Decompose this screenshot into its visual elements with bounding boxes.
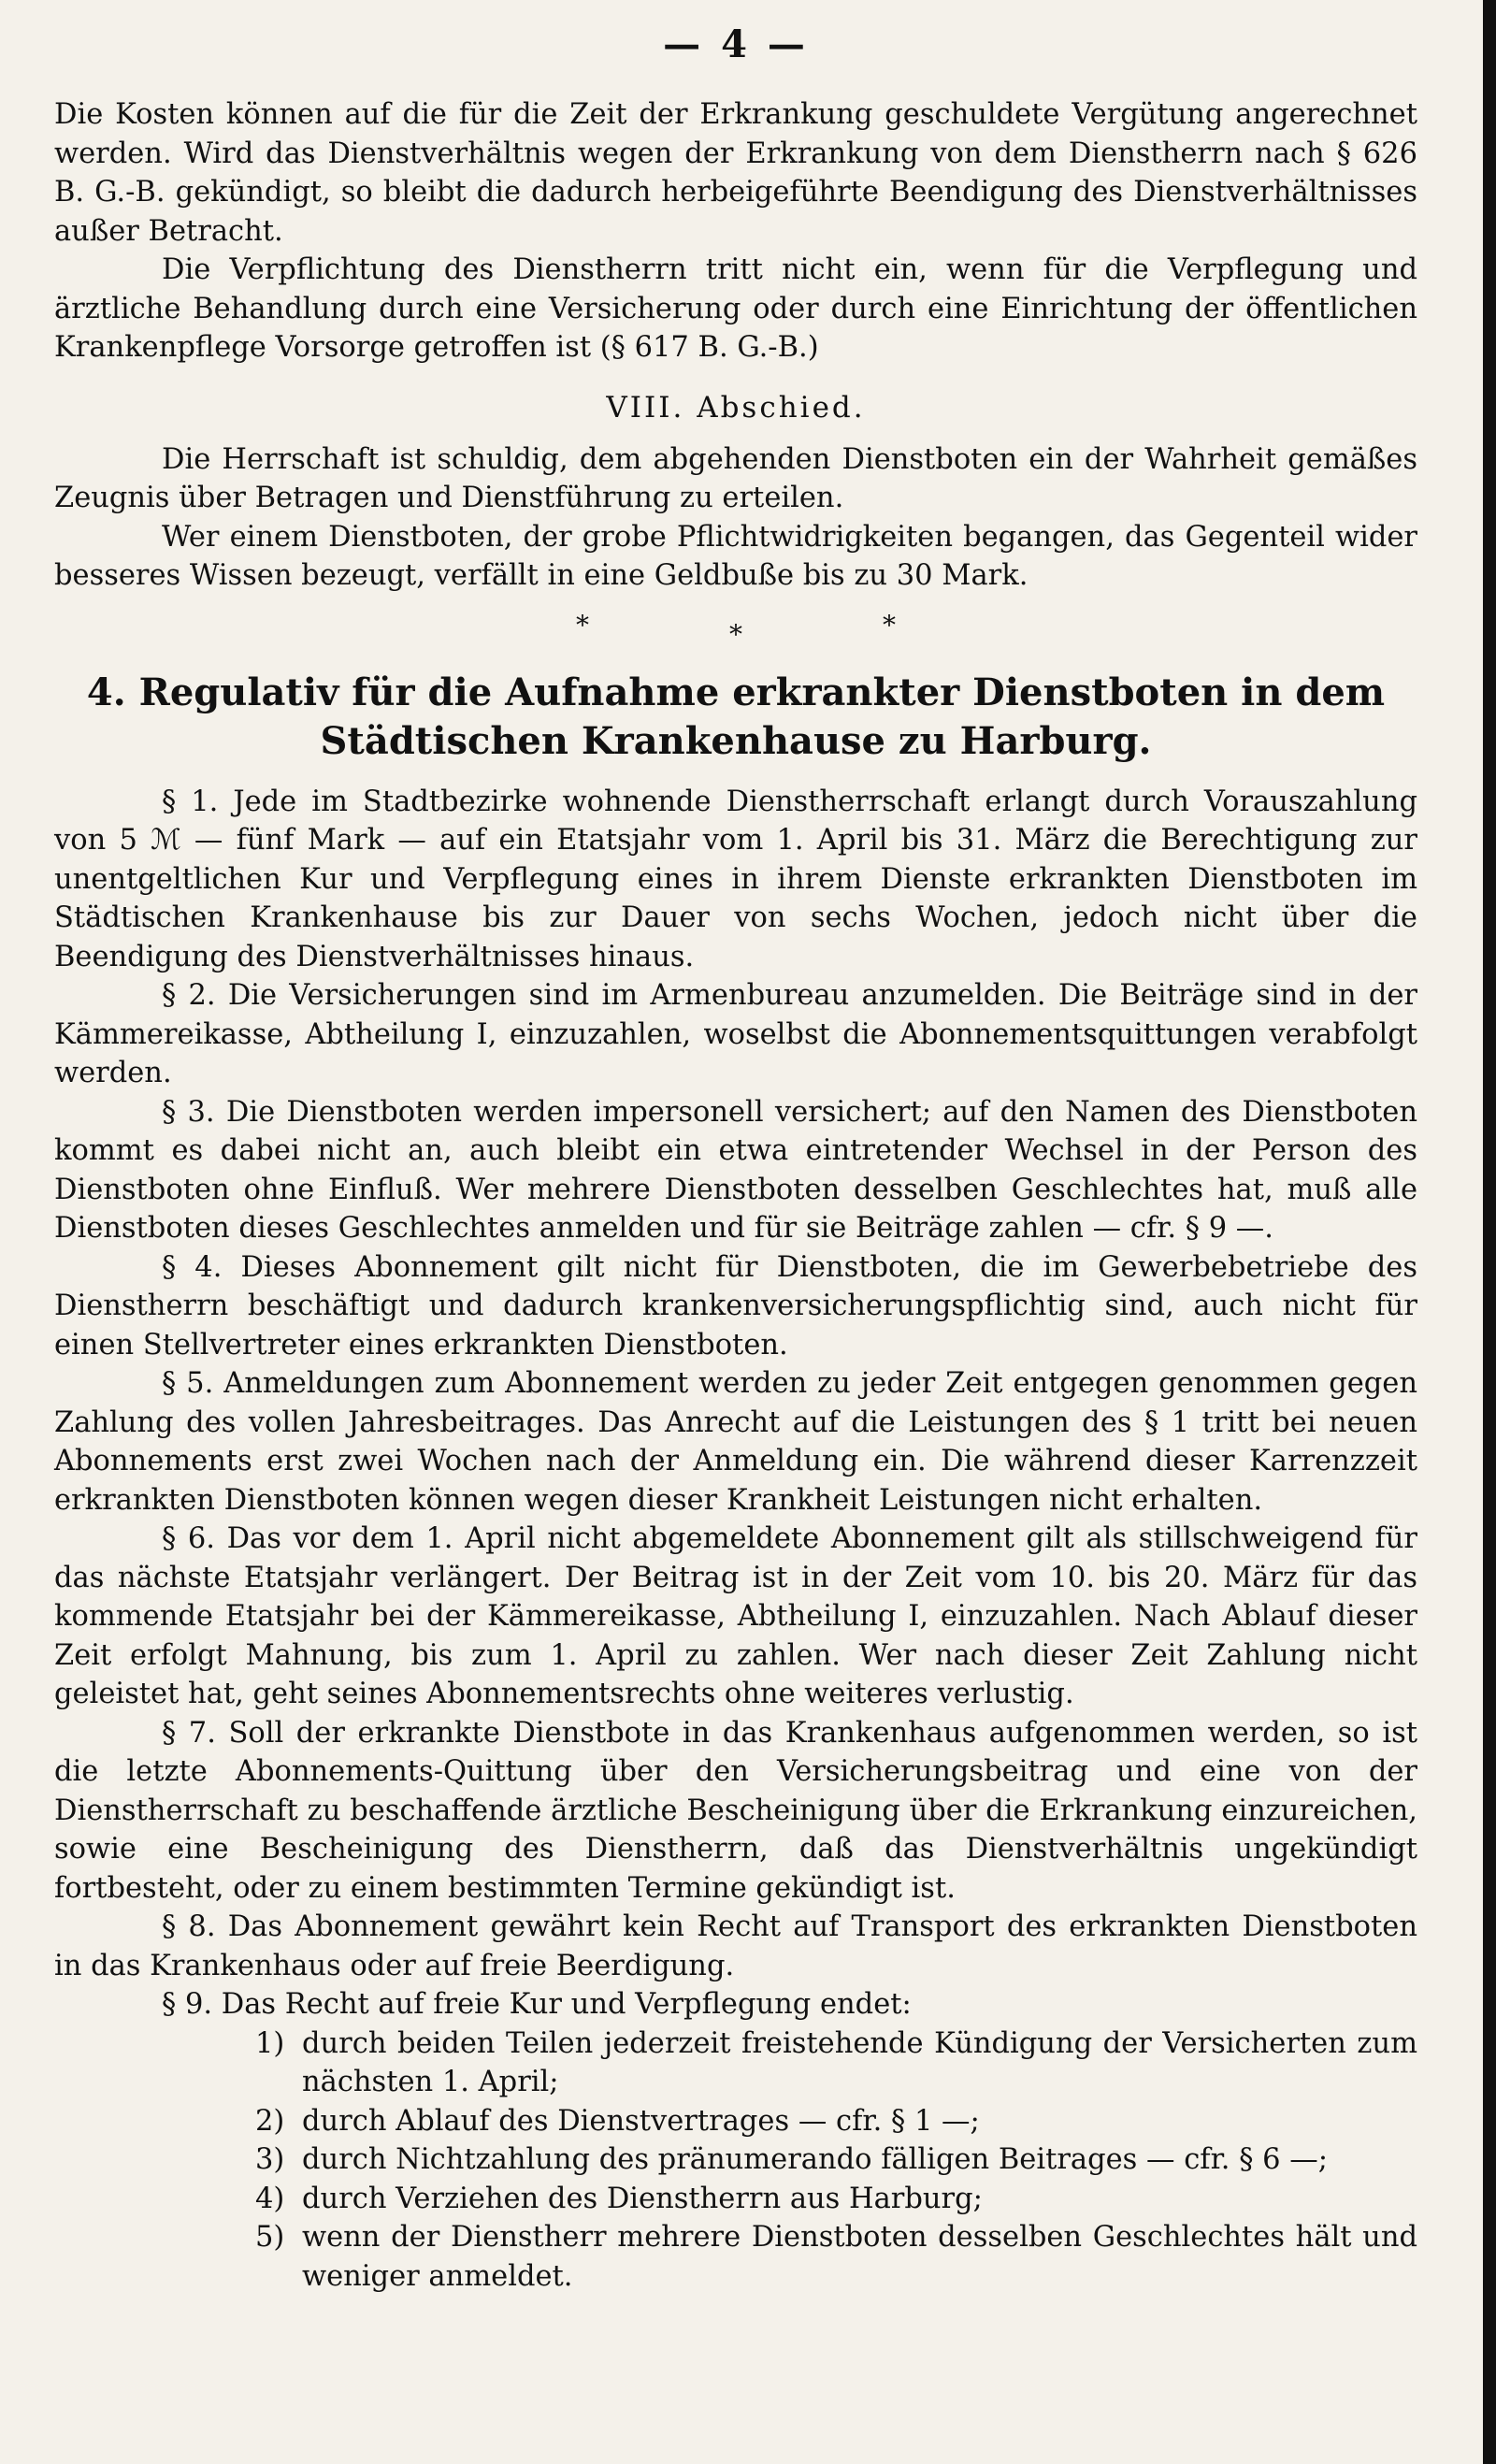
list-item bbox=[54, 2218, 1417, 2296]
list-text: durch Ablauf des Dienstvertrages — cfr. § 1 —; bbox=[302, 2104, 980, 2138]
star: * bbox=[729, 618, 742, 650]
list-item bbox=[54, 2180, 1417, 2219]
page-number: — 4 — bbox=[663, 22, 809, 66]
list-number: 5) bbox=[255, 2221, 285, 2254]
list-number: 4) bbox=[255, 2182, 285, 2215]
list-text: durch beiden Teilen jederzeit freistehende Kündigung der Versicherten zum nächsten 1. April; bbox=[302, 2026, 1417, 2098]
paragraph: Wer einem Dienstboten, der grobe Pflichtwidrigkeiten begangen, das Gegenteil wider besseres Wissen bezeugt, verfällt in eine Geldbuße bis zu 30 Mark. bbox=[54, 520, 1417, 592]
list-item bbox=[54, 2140, 1417, 2180]
regulativ-title bbox=[54, 669, 1417, 766]
star: * bbox=[883, 609, 896, 641]
paragraph: Die Verpflichtung des Dienstherrn tritt nicht ein, wenn für die Verpflegung und ärztliche Behandlung durch eine Versicherung oder durch eine Einrichtung der öffentlichen Krankenpflege Vorsorge getroffen ist (§ 617 B. G.-B.) bbox=[54, 253, 1417, 364]
section-heading: VIII. Abschied. bbox=[606, 390, 866, 425]
paragraph-3: § 3. Die Dienstboten werden impersonell versichert; auf den Namen des Dienstboten kommt es dabei nicht an, auch bleibt ein etwa eintretender Wechsel in der Person des Dienstboten ohne Einfluß. Wer mehrere Dienstboten desselben Geschlechtes hat, muß alle Dienstboten dieses Geschlechtes anmelden und für sie Beiträge zahlen — cfr. § 9 —. bbox=[54, 1095, 1417, 1245]
list-text: durch Nichtzahlung des pränumerando fälligen Beitrages — cfr. § 6 —; bbox=[302, 2143, 1329, 2176]
paragraph-5: § 5. Anmeldungen zum Abonnement werden zu jeder Zeit entgegen genommen gegen Zahlung des vollen Jahresbeitrages. Das Anrecht auf die Leistungen des § 1 tritt bei neuen Abonnements erst zwei Wochen nach der Anmeldung ein. Die während dieser Karrenzzeit erkrankten Dienstboten können wegen dieser Krankheit Leistungen nicht erhalten. bbox=[54, 1367, 1417, 1517]
list-text: wenn der Dienstherr mehrere Dienstboten desselben Geschlechtes hält und weniger anmeldet. bbox=[302, 2221, 1417, 2293]
continued-text bbox=[54, 95, 1417, 367]
section-8-text bbox=[54, 440, 1417, 596]
list-number: 1) bbox=[255, 2026, 285, 2060]
paragraph: Die Kosten können auf die für die Zeit der Erkrankung geschuldete Vergütung angerechnet werden. Wird das Dienstverhältnis wegen der Erkrankung von dem Dienstherrn nach § 626 B. G.-B. gekündigt, so bleibt die dadurch herbeigeführte Beendigung des Dienstverhältnisses außer Betracht. bbox=[54, 98, 1417, 248]
list-number: 2) bbox=[255, 2104, 285, 2138]
star: * bbox=[576, 609, 589, 641]
page-edge-shadow bbox=[1483, 0, 1496, 2464]
list-number: 3) bbox=[255, 2143, 285, 2176]
paragraph: Die Herrschaft ist schuldig, dem abgehenden Dienstboten ein der Wahrheit gemäßes Zeugnis über Betragen und Dienstführung zu erteilen. bbox=[54, 442, 1417, 514]
regulativ-paragraphs bbox=[54, 783, 1417, 2025]
paragraph-6: § 6. Das vor dem 1. April nicht abgemeldete Abonnement gilt als stillschweigend für das nächste Etatsjahr verlängert. Der Beitrag ist in der Zeit vom 10. bis 20. März für das kommende Etatsjahr bei der Kämmereikasse, Abtheilung I, einzuzahlen. Nach Ablauf dieser Zeit erfolgt Mahnung, bis zum 1. April zu zahlen. Wer nach dieser Zeit Zahlung nicht geleistet hat, geht seines Abonnementsrechts ohne weiteres verlustig. bbox=[54, 1522, 1417, 1710]
list-text: durch Verziehen des Dienstherrn aus Harburg; bbox=[302, 2182, 983, 2215]
title-line: Städtischen Krankenhause zu Harburg. bbox=[320, 718, 1152, 763]
paragraph-8: § 8. Das Abonnement gewährt kein Recht auf Transport des erkrankten Dienstboten in das Krankenhaus oder auf freie Beerdigung. bbox=[54, 1910, 1417, 1982]
list-item bbox=[54, 2102, 1417, 2141]
paragraph-2: § 2. Die Versicherungen sind im Armenbureau anzumelden. Die Beiträge sind in der Kämmereikasse, Abtheilung I, einzuzahlen, woselbst die Abonnementsquittungen verabfolgt werden. bbox=[54, 979, 1417, 1089]
paragraph-1: § 1. Jede im Stadtbezirke wohnende Dienstherrschaft erlangt durch Vorauszahlung von 5 ℳ — fünf Mark — auf ein Etatsjahr vom 1. April bis 31. März die Berechtigung zur unentgeltlichen Kur und Verpflegung eines in ihrem Dienste erkrankten Dienstboten im Städtischen Krankenhause bis zur Dauer von sechs Wochen, jedoch nicht über die Beendigung des Dienstverhältnisses hinaus. bbox=[54, 785, 1417, 973]
paragraph-9: § 9. Das Recht auf freie Kur und Verpflegung endet: bbox=[162, 1988, 912, 2021]
star-divider bbox=[54, 609, 1417, 650]
paragraph-7: § 7. Soll der erkrankte Dienstbote in das Krankenhaus aufgenommen werden, so ist die letzte Abonnements-Quittung über den Versicherungsbeitrag und eine von der Dienstherrschaft zu beschaffende ärztliche Bescheinigung über die Erkrankung einzureichen, sowie eine Bescheinigung des Dienstherrn, daß das Dienstverhältnis ungekündigt fortbesteht, oder zu einem bestimmten Termine gekündigt ist. bbox=[54, 1716, 1417, 1905]
paragraph-4: § 4. Dieses Abonnement gilt nicht für Dienstboten, die im Gewerbebetriebe des Dienstherrn beschäftigt und dadurch krankenversicherungspflichtig sind, auch nicht für einen Stellvertreter eines erkrankten Dienstboten. bbox=[54, 1250, 1417, 1362]
termination-list bbox=[54, 2025, 1417, 2297]
title-line: 4. Regulativ für die Aufnahme erkrankter Dienstboten in dem bbox=[86, 670, 1386, 714]
list-item bbox=[54, 2025, 1417, 2102]
